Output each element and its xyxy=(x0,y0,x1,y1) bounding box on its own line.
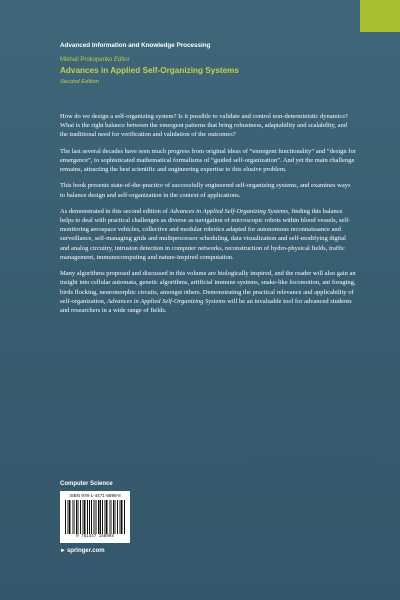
book-title: Advances in Applied Self-Organizing Systems xyxy=(60,66,239,75)
blurb-paragraph-1: How do we design a self-organizing system? Is it possible to validate and control non-deterministic dynamics? What is the right balance between the emergent patterns that bring robustness, adaptability and scalability, and the traditional need for verification and validation of the outcomes? xyxy=(60,113,348,139)
blurb-paragraph-3: This book presents state-of-the-practice of successfully engineered self-organizing systems, and examines ways to balance design and self-organization in the context of applications. xyxy=(60,182,351,199)
editor-name: Mikhail Prokopenko xyxy=(60,57,113,63)
blurb-paragraph-4 xyxy=(60,207,356,262)
blurb-text: Many algorithms proposed and discussed in this volume are biologically inspired, and the reader will also gain an insight into cellular automata, genetic algorithms, artificial immune systems, snake-like locomotion, ant foraging, birds flocking, neuromorphic circuits, amongst others. Demonstrating the practical relevance and applicability of self-organization, xyxy=(60,270,356,305)
blurb-text: , finding this balance helps to deal with practical challenges as diverse as navigation of microscopic robots within blood vessels, self-monitoring aerospace vehicles, collective and modular robotics adapted for autonomous reconnaissance and surveillance, self-managing grids and multiprocessor scheduling, data visualization and self-modifying digital and analog circuitry, intrusion detection in computer networks, reconstruction of hydro-physical fields, traffic management, immunocomputing and nature-inspired computation. xyxy=(60,207,351,261)
barcode-bars xyxy=(65,500,125,534)
blurb-paragraph-2: The last several decades have seen much progress from original ideas of “emergent functionality” and “design for emergence”, to sophisticated mathematical formalisms of “guided self-organization”. And yet the main challenge remains, attracting the best scientific and engineering expertise to this elusive problem. xyxy=(60,147,356,174)
blurb-text: As demonstrated in this second edition of xyxy=(60,207,170,215)
barcode xyxy=(60,491,130,543)
accent-bar xyxy=(360,0,400,32)
blurb-paragraph-5 xyxy=(60,269,356,315)
blurb-book-title: Advances in Applied Self-Organizing Systems xyxy=(107,297,226,305)
editor-role: Editor xyxy=(114,57,130,63)
arrow-icon: ► xyxy=(60,548,66,554)
blurb-text: will be an invaluable tool for advanced students and researchers in a wide range of fields. xyxy=(60,297,352,314)
subject-label: Computer Science xyxy=(60,481,113,487)
publisher-link[interactable] xyxy=(60,548,105,554)
blurb-book-title: Advances in Applied Self-Organizing Systems xyxy=(169,207,289,215)
isbn-text: ISBN 978-1-4471-5899-8 xyxy=(69,493,121,498)
editor-line xyxy=(60,57,130,63)
blurb xyxy=(60,112,356,322)
edition-label: Second Edition xyxy=(60,79,99,85)
series-title: Advanced Information and Knowledge Processing xyxy=(60,42,211,49)
publisher-url: springer.com xyxy=(66,548,105,554)
barcode-number: 9 781447 158998 xyxy=(76,535,114,539)
